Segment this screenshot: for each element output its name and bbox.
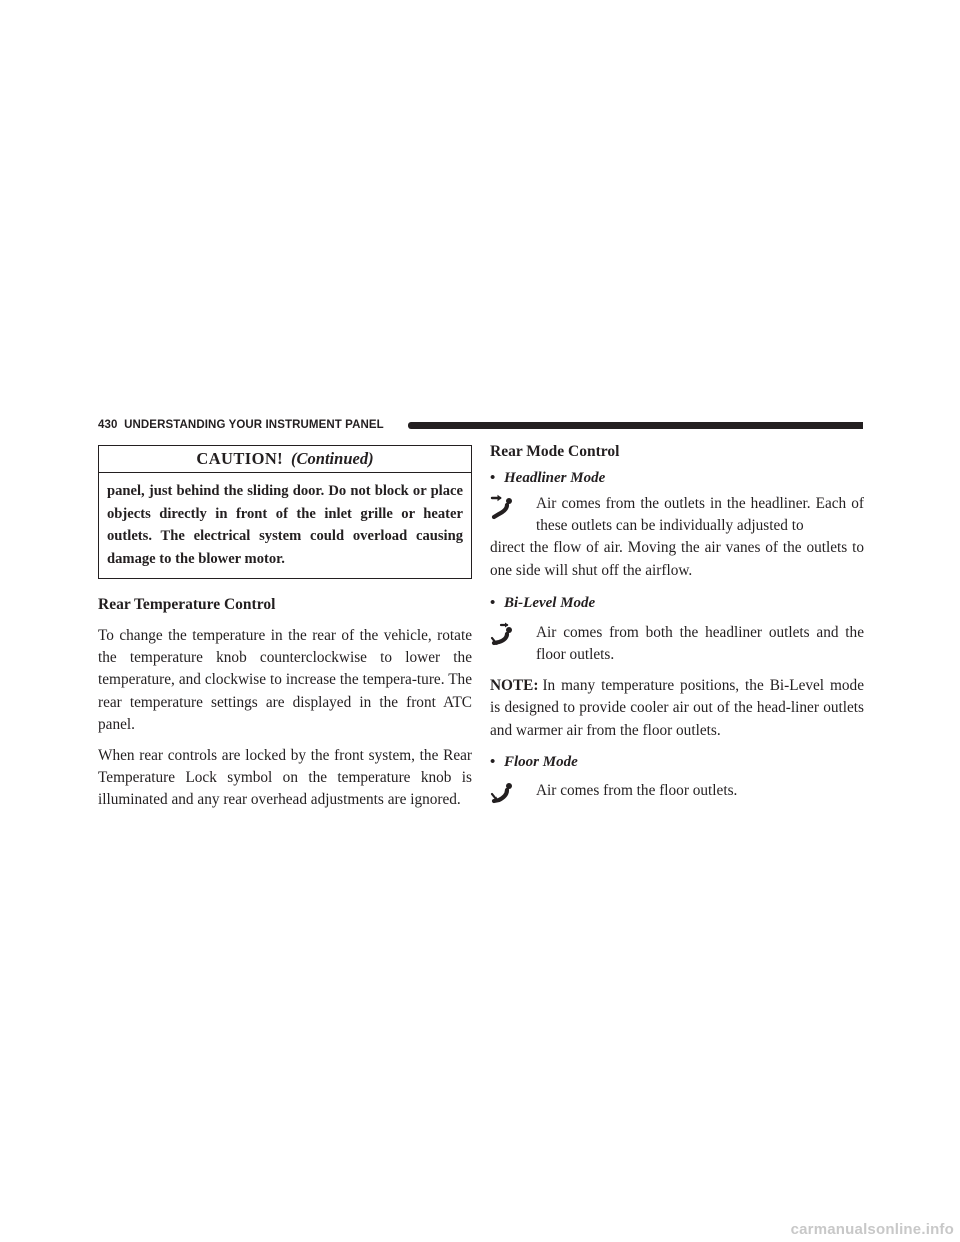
caution-body: panel, just behind the sliding door. Do not block or place objects directly in front of the inlet grille or heater outlets. The electrical system could overload causing damage to the blower motor. xyxy=(107,483,463,567)
headliner-mode-label: • Headliner Mode xyxy=(490,470,606,486)
section-title: UNDERSTANDING YOUR INSTRUMENT PANEL xyxy=(124,419,384,431)
rear-temperature-paragraph-1: To change the temperature in the rear of the vehicle, rotate the temperature knob counterclockwise to lower the temperature, and clockwise to increase the tempera-ture. The rear temperature settings are displayed in the front ATC panel. xyxy=(98,627,472,733)
note-label: NOTE: xyxy=(490,677,539,695)
headliner-mode-block xyxy=(490,493,864,582)
bi-level-mode-block xyxy=(490,622,864,666)
watermark: carmanualsonline.info xyxy=(790,1221,954,1238)
floor-mode-label: • Floor Mode xyxy=(490,753,578,770)
bi-level-mode-label: • Bi-Level Mode xyxy=(490,594,596,611)
rear-temperature-heading: Rear Temperature Control xyxy=(98,596,276,613)
caution-title: CAUTION! xyxy=(196,449,284,468)
rear-mode-heading: Rear Mode Control xyxy=(490,443,620,460)
headliner-mode-description: Air comes from the outlets in the headliner. Each of these outlets can be individually adjusted to direct the flow of air. Moving the air vanes of the outlets to one side will shut off the airflow. xyxy=(490,495,864,579)
note-text: In many temperature positions, the Bi-Level mode is designed to provide cooler air out of the head-liner outlets and warmer air from the floor outlets. xyxy=(490,677,864,739)
note-paragraph xyxy=(490,675,864,742)
bi-level-mode-description: Air comes from both the headliner outlets and the floor outlets. xyxy=(536,623,864,664)
header-text xyxy=(98,419,392,431)
caution-header xyxy=(99,446,471,473)
right-column xyxy=(490,440,864,802)
floor-mode-description: Air comes from the floor outlets. xyxy=(536,781,738,799)
bi-level-mode-icon xyxy=(490,622,516,650)
caution-box xyxy=(98,445,472,579)
left-column xyxy=(98,445,472,812)
header-rule xyxy=(408,422,863,429)
headliner-mode-icon xyxy=(490,493,516,521)
rear-temperature-paragraph-2: When rear controls are locked by the front system, the Rear Temperature Lock symbol on the temperature knob is illuminated and any rear overhead adjustments are ignored. xyxy=(98,747,472,809)
floor-mode-block xyxy=(490,780,864,802)
running-header xyxy=(98,418,863,436)
floor-mode-icon xyxy=(490,780,516,808)
page-number: 430 xyxy=(98,419,118,431)
caution-continued: (Continued) xyxy=(291,449,374,468)
